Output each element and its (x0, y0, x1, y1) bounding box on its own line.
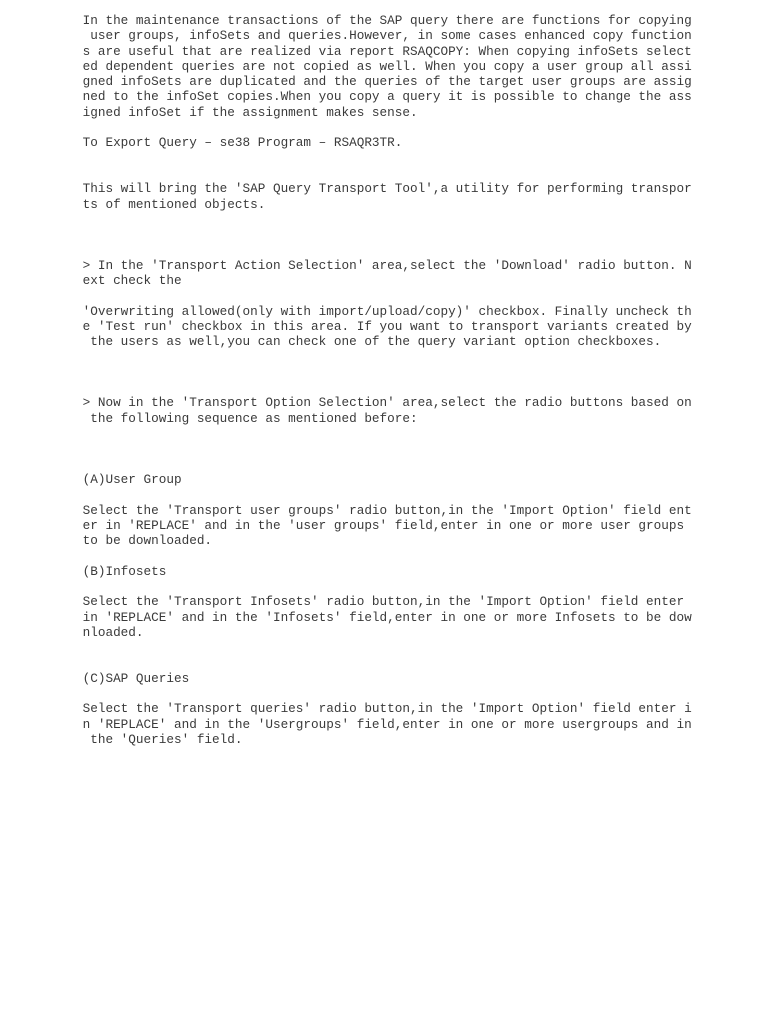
section-c-body: Select the 'Transport queries' radio button,in the 'Import Option' field enter i n 'REPLACE' and in the 'Usergroups' field,enter in one or more usergroups and in the 'Queries' field. (82, 701, 692, 747)
spacer (75, 640, 695, 671)
spacer (75, 151, 695, 182)
tool-description: This will bring the 'SAP Query Transport Tool',a utility for performing transpor ts of mentioned objects. (82, 181, 692, 212)
intro-paragraph: In the maintenance transactions of the SAP query there are functions for copying user groups, infoSets and queries.However, in some cases enhanced copy function s are useful that are realized via report RSAQCOPY: When copying infoSets select ed dependent queries are not copied as well. When you copy a user group all assi gned infoSets are duplicated and the queries of the target user groups are assig ned to the infoSet copies.When you copy a query it is possible to change the ass igned infoSet if the assignment makes sense. (82, 13, 692, 120)
spacer (75, 487, 695, 502)
option-selection-step: > Now in the 'Transport Option Selection' area,select the radio buttons based on the following sequence as mentioned before: (82, 395, 692, 426)
spacer (75, 426, 695, 472)
spacer (75, 686, 695, 701)
action-selection-step: > In the 'Transport Action Selection' area,select the 'Download' radio button. N ext check the (82, 257, 692, 289)
document-page (75, 13, 695, 747)
section-b-heading: (B)Infosets (75, 563, 167, 579)
spacer (75, 212, 695, 258)
spacer (75, 579, 695, 594)
section-c-heading: (C)SAP Queries (75, 670, 190, 686)
section-a-body: Select the 'Transport user groups' radio button,in the 'Import Option' field ent er in 'REPLACE' and in the 'user groups' field,enter in one or more user groups to be downloaded. (82, 502, 692, 549)
section-b-body: Select the 'Transport Infosets' radio button,in the 'Import Option' field enter in 'REPLACE' and in the 'Infosets' field,enter in one or more Infosets to be dow nloaded. (82, 594, 692, 640)
action-selection-continued: 'Overwriting allowed(only with import/upload/copy)' checkbox. Finally uncheck th e 'Test run' checkbox in this area. If you want to transport variants created by the users as well,you can check one of the query variant option checkboxes. (82, 303, 692, 350)
spacer (75, 288, 695, 303)
spacer (75, 120, 695, 135)
spacer (75, 350, 695, 396)
export-instruction: To Export Query – se38 Program – RSAQR3TR. (75, 135, 403, 151)
section-a-heading: (A)User Group (75, 471, 182, 487)
spacer (75, 548, 695, 563)
